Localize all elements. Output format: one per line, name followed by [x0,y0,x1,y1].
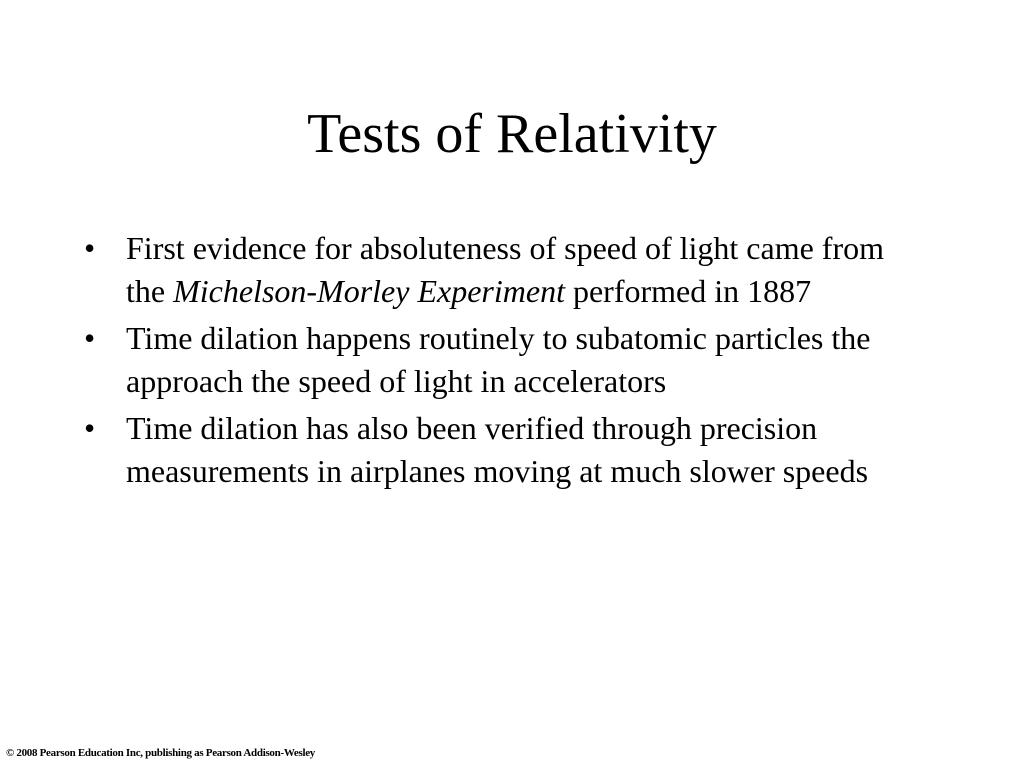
bullet-item-subatomic [84,317,904,402]
copyright-footer: © 2008 Pearson Education Inc, publishing as Pearson Addison-Wesley [6,747,316,759]
bullet-text-part: First evidence for absoluteness of speed of light came from the [126,230,884,309]
bullet-text: Time dilation happens routinely to subatomic particles the approach the speed of light in accelerators [126,320,871,399]
bullet-list [84,227,904,497]
bullet-text: Time dilation has also been verified through precision measurements in airplanes moving at much slower speeds [126,410,869,489]
bullet-text-part: performed in 1887 [564,272,812,309]
bullet-item-michelson-morley [84,227,904,312]
bullet-item-airplanes [84,407,904,492]
slide-title: Tests of Relativity [307,103,717,165]
bullet-emphasis: Michelson-Morley Experiment [173,272,565,309]
bullet-marker: • [84,230,96,266]
bullet-marker: • [84,410,96,446]
bullet-marker: • [84,320,96,356]
